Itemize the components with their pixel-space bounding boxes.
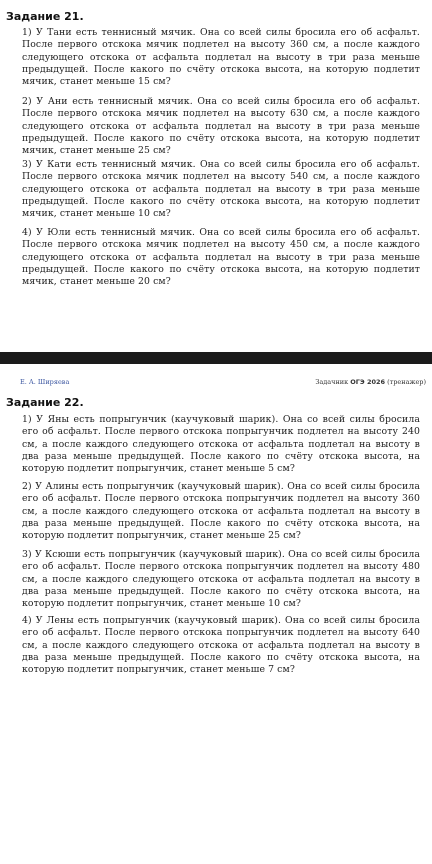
book-bold: ОГЭ 2026 [350,378,386,386]
task-22-problem-1: 1) У Яны есть попрыгунчик (каучуковый шарик). Она со всей силы бросила его об асфальт. После первого отскока попрыгунчик подлетел на высоту 240 см, а после каждого следующего отскока от асфальта подлетал на высоту в два раза меньше предыдущей. После какого по счёту отскока высота, на которую подлетит попрыгунчик, станет меньше 5 см? [22,414,420,475]
author-header: Е. А. Ширяева [20,378,70,386]
task-21-problem-1: 1) У Тани есть теннисный мячик. Она со всей силы бросила его об асфальт. После первого отскока мячик подлетел на высоту 360 см, а после каждого следующего отскока от асфальта подлетал на высоту в три раза меньше предыдущей. После какого по счёту отскока высота, на которую подлетит мячик, станет меньше 15 см? [22,27,420,88]
task-22-problem-4: 4) У Лены есть попрыгунчик (каучуковый шарик). Она со всей силы бросила его об асфальт. После первого отскока попрыгунчик подлетел на высоту 640 см, а после каждого следующего отскока от асфальта подлетал на высоту в два раза меньше предыдущей. После какого по счёту отскока высота, на которую подлетит попрыгунчик, станет меньше 7 см? [22,615,420,676]
page-divider [0,352,432,364]
task-21-problem-2: 2) У Ани есть теннисный мячик. Она со всей силы бросила его об асфальт. После первого отскока мячик подлетел на высоту 630 см, а после каждого следующего отскока от асфальта подлетал на высоту в три раза меньше предыдущей. После какого по счёту отскока высота, на которую подлетит мячик, станет меньше 25 см? [22,96,420,157]
task-22-problem-3: 3) У Ксюши есть попрыгунчик (каучуковый шарик). Она со всей силы бросила его об асфальт. После первого отскока попрыгунчик подлетел на высоту 480 см, а после каждого следующего отскока от асфальта подлетал на высоту в два раза меньше предыдущей. После какого по счёту отскока высота, на которую подлетит попрыгунчик, станет меньше 10 см? [22,549,420,610]
book-prefix: Задачник [315,378,349,386]
task-22-problem-2: 2) У Алины есть попрыгунчик (каучуковый шарик). Она со всей силы бросила его об асфальт. После первого отскока попрыгунчик подлетел на высоту 360 см, а после каждого следующего отскока от асфальта подлетал на высоту в два раза меньше предыдущей. После какого по счёту отскока высота, на которую подлетит попрыгунчик, станет меньше 25 см? [22,481,420,542]
task-21-problem-3: 3) У Кати есть теннисный мячик. Она со всей силы бросила его об асфальт. После первого отскока мячик подлетел на высоту 540 см, а после каждого следующего отскока от асфальта подлетал на высоту в три раза меньше предыдущей. После какого по счёту отскока высота, на которую подлетит мячик, станет меньше 10 см? [22,159,420,220]
book-header [315,378,426,386]
task-21-title: Задание 21. [6,10,84,23]
task-21-problem-4: 4) У Юли есть теннисный мячик. Она со всей силы бросила его об асфальт. После первого отскока мячик подлетел на высоту 450 см, а после каждого следующего отскока от асфальта подлетал на высоту в три раза меньше предыдущей. После какого по счёту отскока высота, на которую подлетит мячик, станет меньше 20 см? [22,227,420,288]
book-suffix: (тренажер) [387,378,426,386]
task-22-title: Задание 22. [6,396,84,409]
